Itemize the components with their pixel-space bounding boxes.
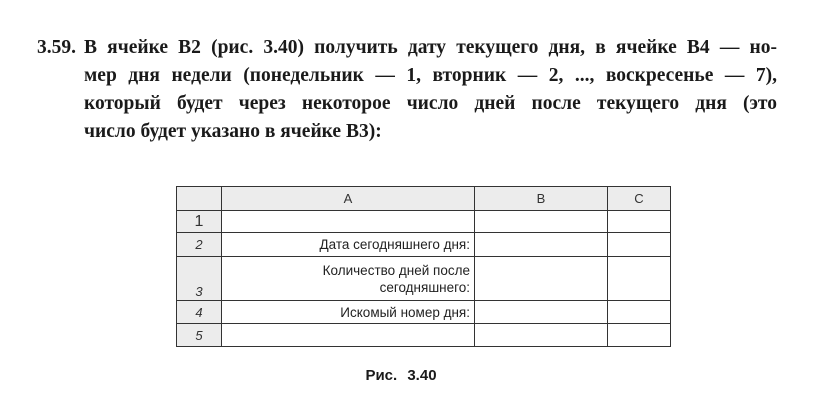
problem-line-1 xyxy=(0,34,816,62)
problem-line-2 xyxy=(0,62,816,90)
problem-number: 3.59. xyxy=(37,37,76,58)
table-row xyxy=(177,301,671,324)
table-row xyxy=(177,211,671,233)
cell-c2 xyxy=(608,233,671,257)
cell-c4 xyxy=(608,301,671,324)
cell-c5 xyxy=(608,324,671,347)
column-header-c: C xyxy=(608,187,671,211)
cell-a1 xyxy=(222,211,475,233)
cell-a5 xyxy=(222,324,475,347)
problem-statement xyxy=(0,34,816,146)
column-header-a: A xyxy=(222,187,475,211)
cell-a3 xyxy=(222,257,475,301)
row-header-1: 1 xyxy=(177,211,222,233)
table-row xyxy=(177,324,671,347)
cell-b1 xyxy=(475,211,608,233)
cell-a4: Искомый номер дня: xyxy=(222,301,475,324)
row-header-5: 5 xyxy=(177,324,222,347)
spreadsheet-figure xyxy=(176,186,671,347)
column-header-b: B xyxy=(475,187,608,211)
cell-c1 xyxy=(608,211,671,233)
cell-b2 xyxy=(475,233,608,257)
problem-text-line: число будет указано в ячейке В3): xyxy=(84,121,382,142)
table-row xyxy=(177,233,671,257)
problem-line-3 xyxy=(0,90,816,118)
cell-b3 xyxy=(475,257,608,301)
cell-b5 xyxy=(475,324,608,347)
row-header-4: 4 xyxy=(177,301,222,324)
problem-text-line: который будет через некоторое число дней после текущего дня (это xyxy=(84,93,777,114)
row-header-2: 2 xyxy=(177,233,222,257)
column-header-row xyxy=(177,187,671,211)
problem-text-line: мер дня недели (понедельник — 1, вторник — 2, ..., воскресенье — 7), xyxy=(84,65,777,86)
problem-line-4 xyxy=(0,118,816,146)
cell-a2: Дата сегодняшнего дня: xyxy=(222,233,475,257)
figure-caption: Рис. 3.40 xyxy=(365,367,437,384)
cell-a3-line-2: сегодняшнего: xyxy=(379,279,470,295)
table-row xyxy=(177,257,671,301)
row-header-3: 3 xyxy=(177,257,222,301)
corner-cell xyxy=(177,187,222,211)
problem-text-line: В ячейке В2 (рис. 3.40) получить дату текущего дня, в ячейке В4 — но- xyxy=(84,37,777,58)
cell-a3-line-1: Количество дней после xyxy=(322,262,470,278)
cell-c3 xyxy=(608,257,671,301)
cell-b4 xyxy=(475,301,608,324)
